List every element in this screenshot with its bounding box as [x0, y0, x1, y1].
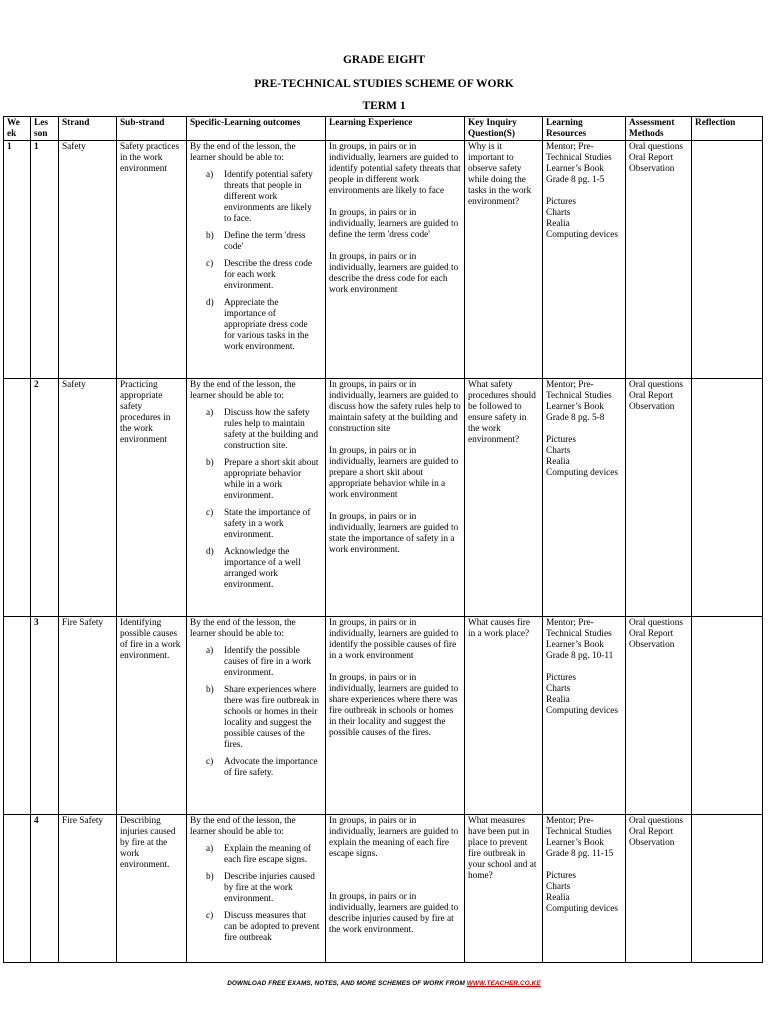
lesson-cell: 4 [31, 815, 59, 963]
resource-item: Computing devices [546, 706, 619, 716]
outcome-item: c) Discuss measures that can be adopted to prevent fire outbreak [206, 911, 320, 943]
outcome-item: a) Discuss how the safety rules help to maintain safety at the building and construction site. [206, 408, 318, 451]
assessment-cell: Oral questions Oral Report Observation [626, 617, 692, 815]
lesson-cell: 2 [31, 379, 59, 617]
reflection-cell [692, 379, 763, 617]
reflection-cell [692, 617, 763, 815]
outcomes-intro: By the end of the lesson, the learner should be able to: [190, 816, 296, 837]
resource-book: Mentor; Pre-Technical Studies Learner’s Book Grade 8 pg. 10-11 [546, 618, 614, 661]
experience-item: In groups, in pairs or in individually, learners are guided to state the importance of safety in a work environment. [329, 512, 459, 555]
outcomes-intro: By the end of the lesson, the learner should be able to: [190, 142, 296, 163]
inquiry-cell: Why is it important to observe safety while doing the tasks in the work environment? [465, 141, 543, 379]
resources-cell [543, 141, 626, 379]
outcomes-intro: By the end of the lesson, the learner should be able to: [190, 380, 296, 401]
experience-item: In groups, in pairs or in individually, learners are guided to define the term 'dress code' [329, 208, 459, 240]
resources-cell [543, 617, 626, 815]
strand-cell: Fire Safety [59, 815, 117, 963]
experience-item: In groups, in pairs or in individually, learners are guided to explain the meaning of each fire escape signs. [329, 816, 459, 859]
resource-item: Realia [546, 219, 570, 229]
assessment-cell: Oral questions Oral Report Observation [626, 141, 692, 379]
resource-book: Mentor; Pre-Technical Studies Learner’s Book Grade 8 pg. 11-15 [546, 816, 614, 859]
resource-item: Pictures [546, 435, 576, 445]
header-week: We ek [4, 117, 31, 141]
experience-cell [326, 617, 465, 815]
resource-item: Charts [546, 882, 571, 892]
inquiry-cell: What safety procedures should be followed to ensure safety in the work environment? [465, 379, 543, 617]
resource-item: Realia [546, 457, 570, 467]
strand-cell: Safety [59, 379, 117, 617]
resource-item: Computing devices [546, 904, 619, 914]
header-reflection: Reflection [692, 117, 763, 141]
strand-cell: Safety [59, 141, 117, 379]
outcomes-cell [187, 815, 326, 963]
experience-item: In groups, in pairs or in individually, learners are guided to identify potential safety threats that people in different work environments are likely to face [329, 142, 461, 196]
outcome-item: c) Describe the dress code for each work environment. [206, 259, 313, 291]
footer [0, 980, 768, 987]
table-row [4, 815, 763, 963]
outcome-item: a) Identify the possible causes of fire in a work environment. [206, 646, 311, 678]
outcomes-intro: By the end of the lesson, the learner should be able to: [190, 618, 296, 639]
experience-cell [326, 379, 465, 617]
experience-item: In groups, in pairs or in individually, learners are guided to describe injuries caused by fire at the work environment. [329, 892, 459, 935]
resource-item: Pictures [546, 871, 576, 881]
resource-item: Pictures [546, 197, 576, 207]
header-experience: Learning Experience [326, 117, 465, 141]
resources-cell [543, 379, 626, 617]
outcome-item: b) Share experiences where there was fire outbreak in schools or homes in their locality and suggest the possible causes of the fires. [206, 685, 319, 750]
header-assessment: Assessment Methods [626, 117, 692, 141]
scheme-table [3, 116, 763, 963]
table-row [4, 141, 763, 379]
outcome-item: b) Prepare a short skit about appropriate behavior while in a work environment. [206, 458, 319, 501]
footer-link[interactable]: WWW.TEACHER.CO.KE [466, 980, 541, 987]
table-row [4, 379, 763, 617]
substrand-cell: Practicing appropriate safety procedures in the work environment [117, 379, 187, 617]
experience-item: In groups, in pairs or in individually, learners are guided to share experiences where there was fire outbreak in schools or homes in their locality and suggest the possible causes of the fires. [329, 673, 459, 738]
resource-item: Computing devices [546, 230, 619, 240]
header-row [4, 117, 763, 141]
outcome-item: b) Define the term 'dress code' [206, 231, 306, 252]
outcome-item: a) Explain the meaning of each fire escape signs. [206, 844, 312, 865]
experience-cell [326, 815, 465, 963]
doc-term: TERM 1 [362, 100, 406, 112]
header-outcomes: Specific-Learning outcomes [187, 117, 326, 141]
experience-item: In groups, in pairs or in individually, learners are guided to identify the possible causes of fire in a work environment [329, 618, 459, 661]
outcome-item: d) Acknowledge the importance of a well arranged work environment. [206, 547, 301, 590]
assessment-cell: Oral questions Oral Report Observation [626, 379, 692, 617]
outcome-item: c) State the importance of safety in a work environment. [206, 508, 311, 540]
doc-title: GRADE EIGHT [342, 54, 426, 66]
reflection-cell [692, 815, 763, 963]
outcome-item: a) Identify potential safety threats that people in different work environments are likely to face. [206, 170, 313, 224]
inquiry-cell: What measures have been put in place to prevent fire outbreak in your school and at home? [465, 815, 543, 963]
outcome-item: b) Describe injuries caused by fire at the work environment. [206, 872, 315, 904]
substrand-cell: Safety practices in the work environment [117, 141, 187, 379]
assessment-cell: Oral questions Oral Report Observation [626, 815, 692, 963]
experience-item: In groups, in pairs or in individually, learners are guided to prepare a short skit about appropriate behavior while in a work environment [329, 446, 459, 500]
outcomes-cell [187, 141, 326, 379]
table-row [4, 617, 763, 815]
week-cell [4, 379, 31, 617]
outcome-item: c) Advocate the importance of fire safety. [206, 757, 318, 778]
outcome-item: d) Appreciate the importance of appropriate dress code for various tasks in the work environment. [206, 298, 309, 352]
experience-cell [326, 141, 465, 379]
resource-item: Pictures [546, 673, 576, 683]
header-inquiry: Key Inquiry Question(S) [465, 117, 543, 141]
inquiry-cell: What causes fire in a work place? [465, 617, 543, 815]
footer-text: DOWNLOAD FREE EXAMS, NOTES, AND MORE SCHEMES OF WORK FROM [227, 980, 465, 987]
outcomes-cell [187, 617, 326, 815]
substrand-cell: Describing injuries caused by fire at the work environment. [117, 815, 187, 963]
lesson-cell: 1 [31, 141, 59, 379]
reflection-cell [692, 141, 763, 379]
resource-item: Charts [546, 446, 571, 456]
header-strand: Strand [59, 117, 117, 141]
header-lesson: Les son [31, 117, 59, 141]
resource-item: Realia [546, 695, 570, 705]
experience-item: In groups, in pairs or in individually, learners are guided to discuss how the safety rules help to maintain safety at the building and construction site [329, 380, 461, 434]
substrand-cell: Identifying possible causes of fire in a work environment. [117, 617, 187, 815]
resource-item: Realia [546, 893, 570, 903]
week-cell [4, 815, 31, 963]
resource-item: Computing devices [546, 468, 619, 478]
header-substrand: Sub-strand [117, 117, 187, 141]
strand-cell: Fire Safety [59, 617, 117, 815]
experience-item: In groups, in pairs or in individually, learners are guided to describe the dress code for each work environment [329, 252, 459, 295]
resource-book: Mentor; Pre-Technical Studies Learner’s Book Grade 8 pg. 1-5 [546, 142, 612, 185]
doc-subtitle: PRE-TECHNICAL STUDIES SCHEME OF WORK [254, 78, 514, 90]
lesson-cell: 3 [31, 617, 59, 815]
resource-item: Charts [546, 684, 571, 694]
week-cell [4, 617, 31, 815]
outcomes-cell [187, 379, 326, 617]
resources-cell [543, 815, 626, 963]
resource-book: Mentor; Pre-Technical Studies Learner’s Book Grade 8 pg. 5-8 [546, 380, 612, 423]
resource-item: Charts [546, 208, 571, 218]
week-cell: 1 [4, 141, 31, 379]
header-resources: Learning Resources [543, 117, 626, 141]
